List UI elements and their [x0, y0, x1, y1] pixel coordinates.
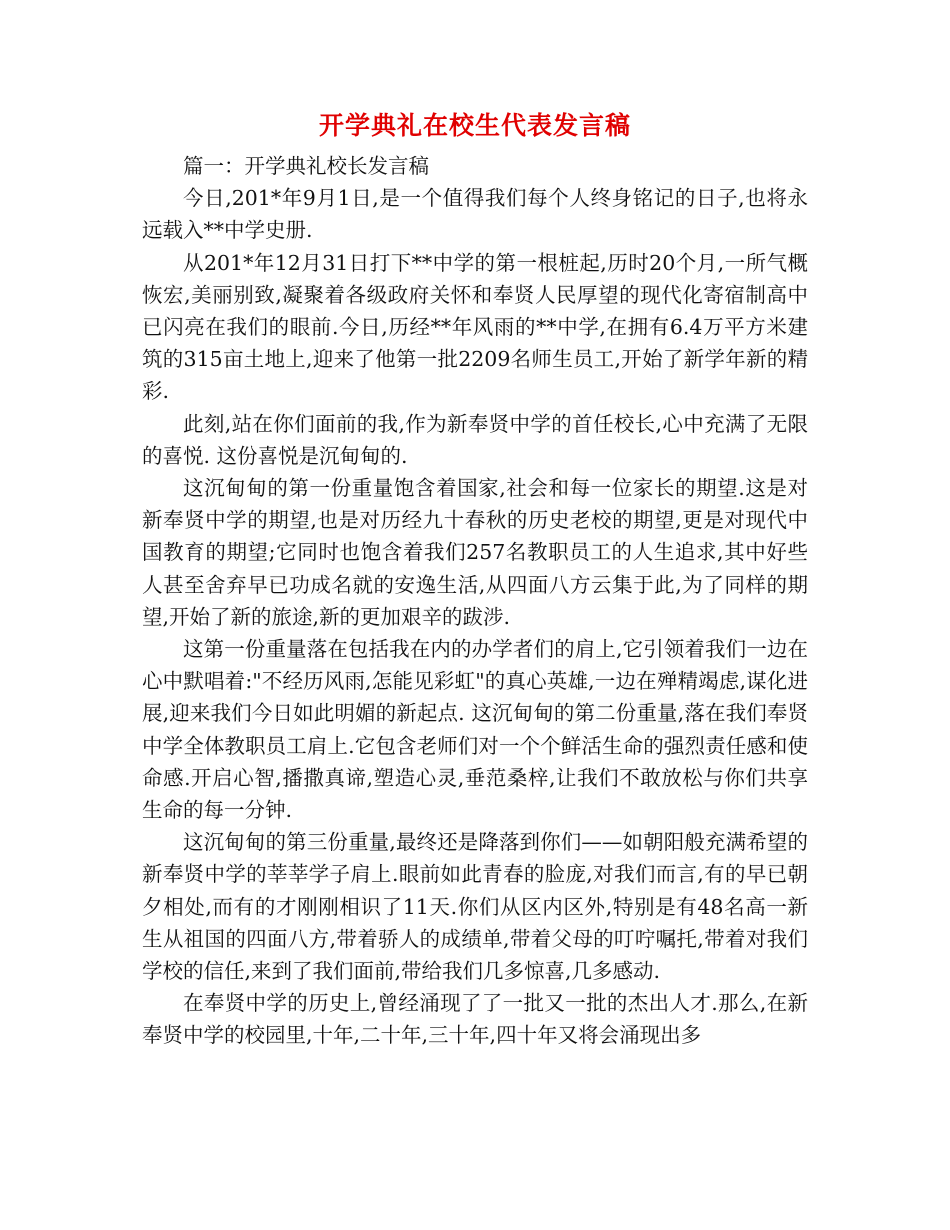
paragraph: 此刻,站在你们面前的我,作为新奉贤中学的首任校长,心中充满了无限的喜悦. 这份喜悦是沉甸甸的.	[142, 411, 808, 468]
paragraph: 这沉甸甸的第三份重量,最终还是降落到你们——如朝阳般充满希望的新奉贤中学的莘莘学子肩上.眼前如此青春的脸庞,对我们而言,有的早已朝夕相处,而有的才刚刚相识了11天.你们从区内区外,特别是有48名高一新生从祖国的四面八方,带着骄人的成绩单,带着父母的叮咛嘱托,带着对我们学校的信任,来到了我们面前,带给我们几多惊喜,几多感动.	[142, 830, 808, 984]
document-title: 开学典礼在校生代表发言稿	[318, 111, 631, 140]
paragraph: 这沉甸甸的第一份重量饱含着国家,社会和每一位家长的期望.这是对新奉贤中学的期望,也是对历经九十春秋的历史老校的期望,更是对现代中国教育的期望;它同时也饱含着我们257名教职员工的人生追求,其中好些人甚至舍弃早已功成名就的安逸生活,从四面八方云集于此,为了同样的期望,开始了新的旅途,新的更加艰辛的跋涉.	[142, 476, 808, 629]
paragraph: 这第一份重量落在包括我在内的办学者们的肩上,它引领着我们一边在心中默唱着:"不经历风雨,怎能见彩虹"的真心英雄,一边在殚精竭虑,谋化进展,迎来我们今日如此明媚的新起点. 这沉甸甸的第二份重量,落在我们奉贤中学全体教职员工肩上.它包含老师们对一个个鲜活生命的强烈责任感和使命感.开启心智,播撒真谛,塑造心灵,垂范桑梓,让我们不敢放松与你们共享生命的每一分钟.	[142, 637, 808, 823]
paragraph: 在奉贤中学的历史上,曾经涌现了了一批又一批的杰出人才.那么,在新奉贤中学的校园里,十年,二十年,三十年,四十年又将会涌现出多	[142, 991, 808, 1048]
section-heading: 篇一：开学典礼校长发言稿	[183, 154, 429, 178]
document-body	[142, 150, 808, 1052]
paragraph: 今日,201*年9月1日,是一个值得我们每个人终身铭记的日子,也将永远载入**中学史册.	[142, 186, 808, 243]
paragraph: 从201*年12月31日打下**中学的第一根桩起,历时20个月,一所气概恢宏,美丽别致,凝聚着各级政府关怀和奉贤人民厚望的现代化寄宿制高中已闪亮在我们的眼前.今日,历经**年风雨的**中学,在拥有6.4万平方米建筑的315亩土地上,迎来了他第一批2209名师生员工,开始了新学年新的精彩.	[142, 250, 808, 404]
